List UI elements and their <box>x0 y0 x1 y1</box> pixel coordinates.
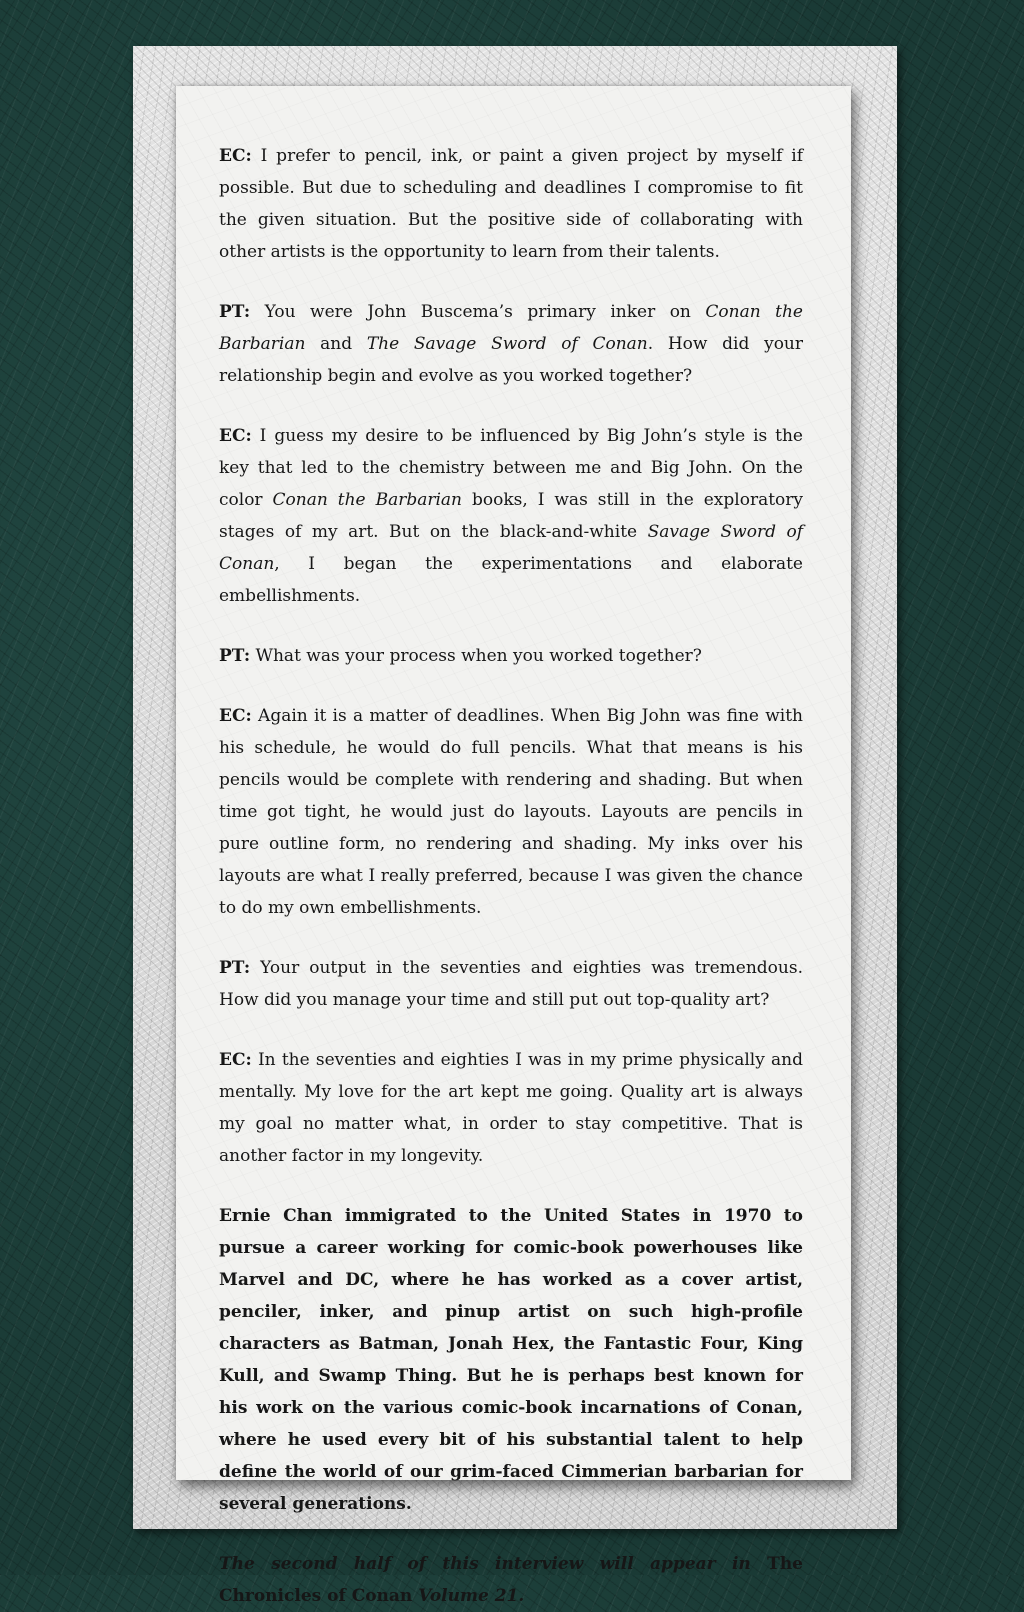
paragraph-text: You were John Buscema’s primary inker on <box>250 302 706 322</box>
interview-paragraph <box>219 296 803 392</box>
speaker-label: PT: <box>219 646 251 666</box>
speaker-label: EC: <box>219 146 252 166</box>
interview-text <box>219 140 803 1612</box>
interview-paragraph <box>219 952 803 1016</box>
speaker-label: EC: <box>219 1050 252 1070</box>
paragraph-text: What was your process when you worked together? <box>250 646 702 666</box>
title-reference: Conan the Barbarian <box>272 490 462 510</box>
paragraph-text: . How did your relationship begin and evolve as you worked together? <box>219 334 804 386</box>
continuation-note-title: The Chronicles of Conan <box>219 1554 803 1606</box>
paragraph-text: , I began the experimentations and elaborate embellishments. <box>219 554 803 606</box>
title-reference: The Savage Sword of Conan <box>366 334 648 354</box>
paragraph-text: Again it is a matter of deadlines. When Big John was fine with his schedule, he would do full pencils. What that means is his pencils would be complete with rendering and shading. But when time got tight, he would just do layouts. Layouts are pencils in pure outline form, no rendering and shading. My inks over his layouts are what I really preferred, because I was given the chance to do my own embellishments. <box>219 706 803 918</box>
title-reference: Conan the Barbarian <box>219 302 803 354</box>
continuation-note-volume: Volume 21. <box>418 1586 525 1606</box>
speaker-label: EC: <box>219 706 252 726</box>
interview-paragraph <box>219 700 803 924</box>
interview-paragraph <box>219 640 803 672</box>
interview-paragraph <box>219 420 803 612</box>
interview-qa <box>219 140 803 1172</box>
interview-paragraph <box>219 140 803 268</box>
continuation-note <box>219 1548 803 1612</box>
paragraph-text: books, I was still in the exploratory stages of my art. But on the black-and-white <box>219 490 804 542</box>
interview-paragraph <box>219 1044 803 1172</box>
paragraph-text: I prefer to pencil, ink, or paint a given project by myself if possible. But due to scheduling and deadlines I compromise to fit the given situation. But the positive side of collaborating with other artists is the opportunity to learn from their talents. <box>219 146 803 262</box>
paragraph-text: Your output in the seventies and eighties was tremendous. How did you manage your time and still put out top-quality art? <box>219 958 803 1010</box>
paragraph-text: and <box>305 334 367 354</box>
speaker-label: PT: <box>219 958 251 978</box>
paragraph-text: I guess my desire to be influenced by Big John’s style is the key that led to the chemistry between me and Big John. On the color <box>219 426 803 510</box>
title-reference: Savage Sword of Conan <box>219 522 803 574</box>
author-bio: Ernie Chan immigrated to the United States in 1970 to pursue a career working for comic-book powerhouses like Marvel and DC, where he has worked as a cover artist, penciler, inker, and pinup artist on such high-profile characters as Batman, Jonah Hex, the Fantastic Four, King Kull, and Swamp Thing. But he is perhaps best known for his work on the various comic-book incarnations of Conan, where he used every bit of his substantial talent to help define the world of our grim-faced Cimmerian barbarian for several generations. <box>219 1206 803 1514</box>
speaker-label: PT: <box>219 302 251 322</box>
paragraph-text: In the seventies and eighties I was in my prime physically and mentally. My love for the art kept me going. Quality art is always my goal no matter what, in order to stay competitive. That is another factor in my longevity. <box>219 1050 803 1166</box>
continuation-note-lead: The second half of this interview will appear in <box>219 1554 751 1574</box>
speaker-label: EC: <box>219 426 252 446</box>
